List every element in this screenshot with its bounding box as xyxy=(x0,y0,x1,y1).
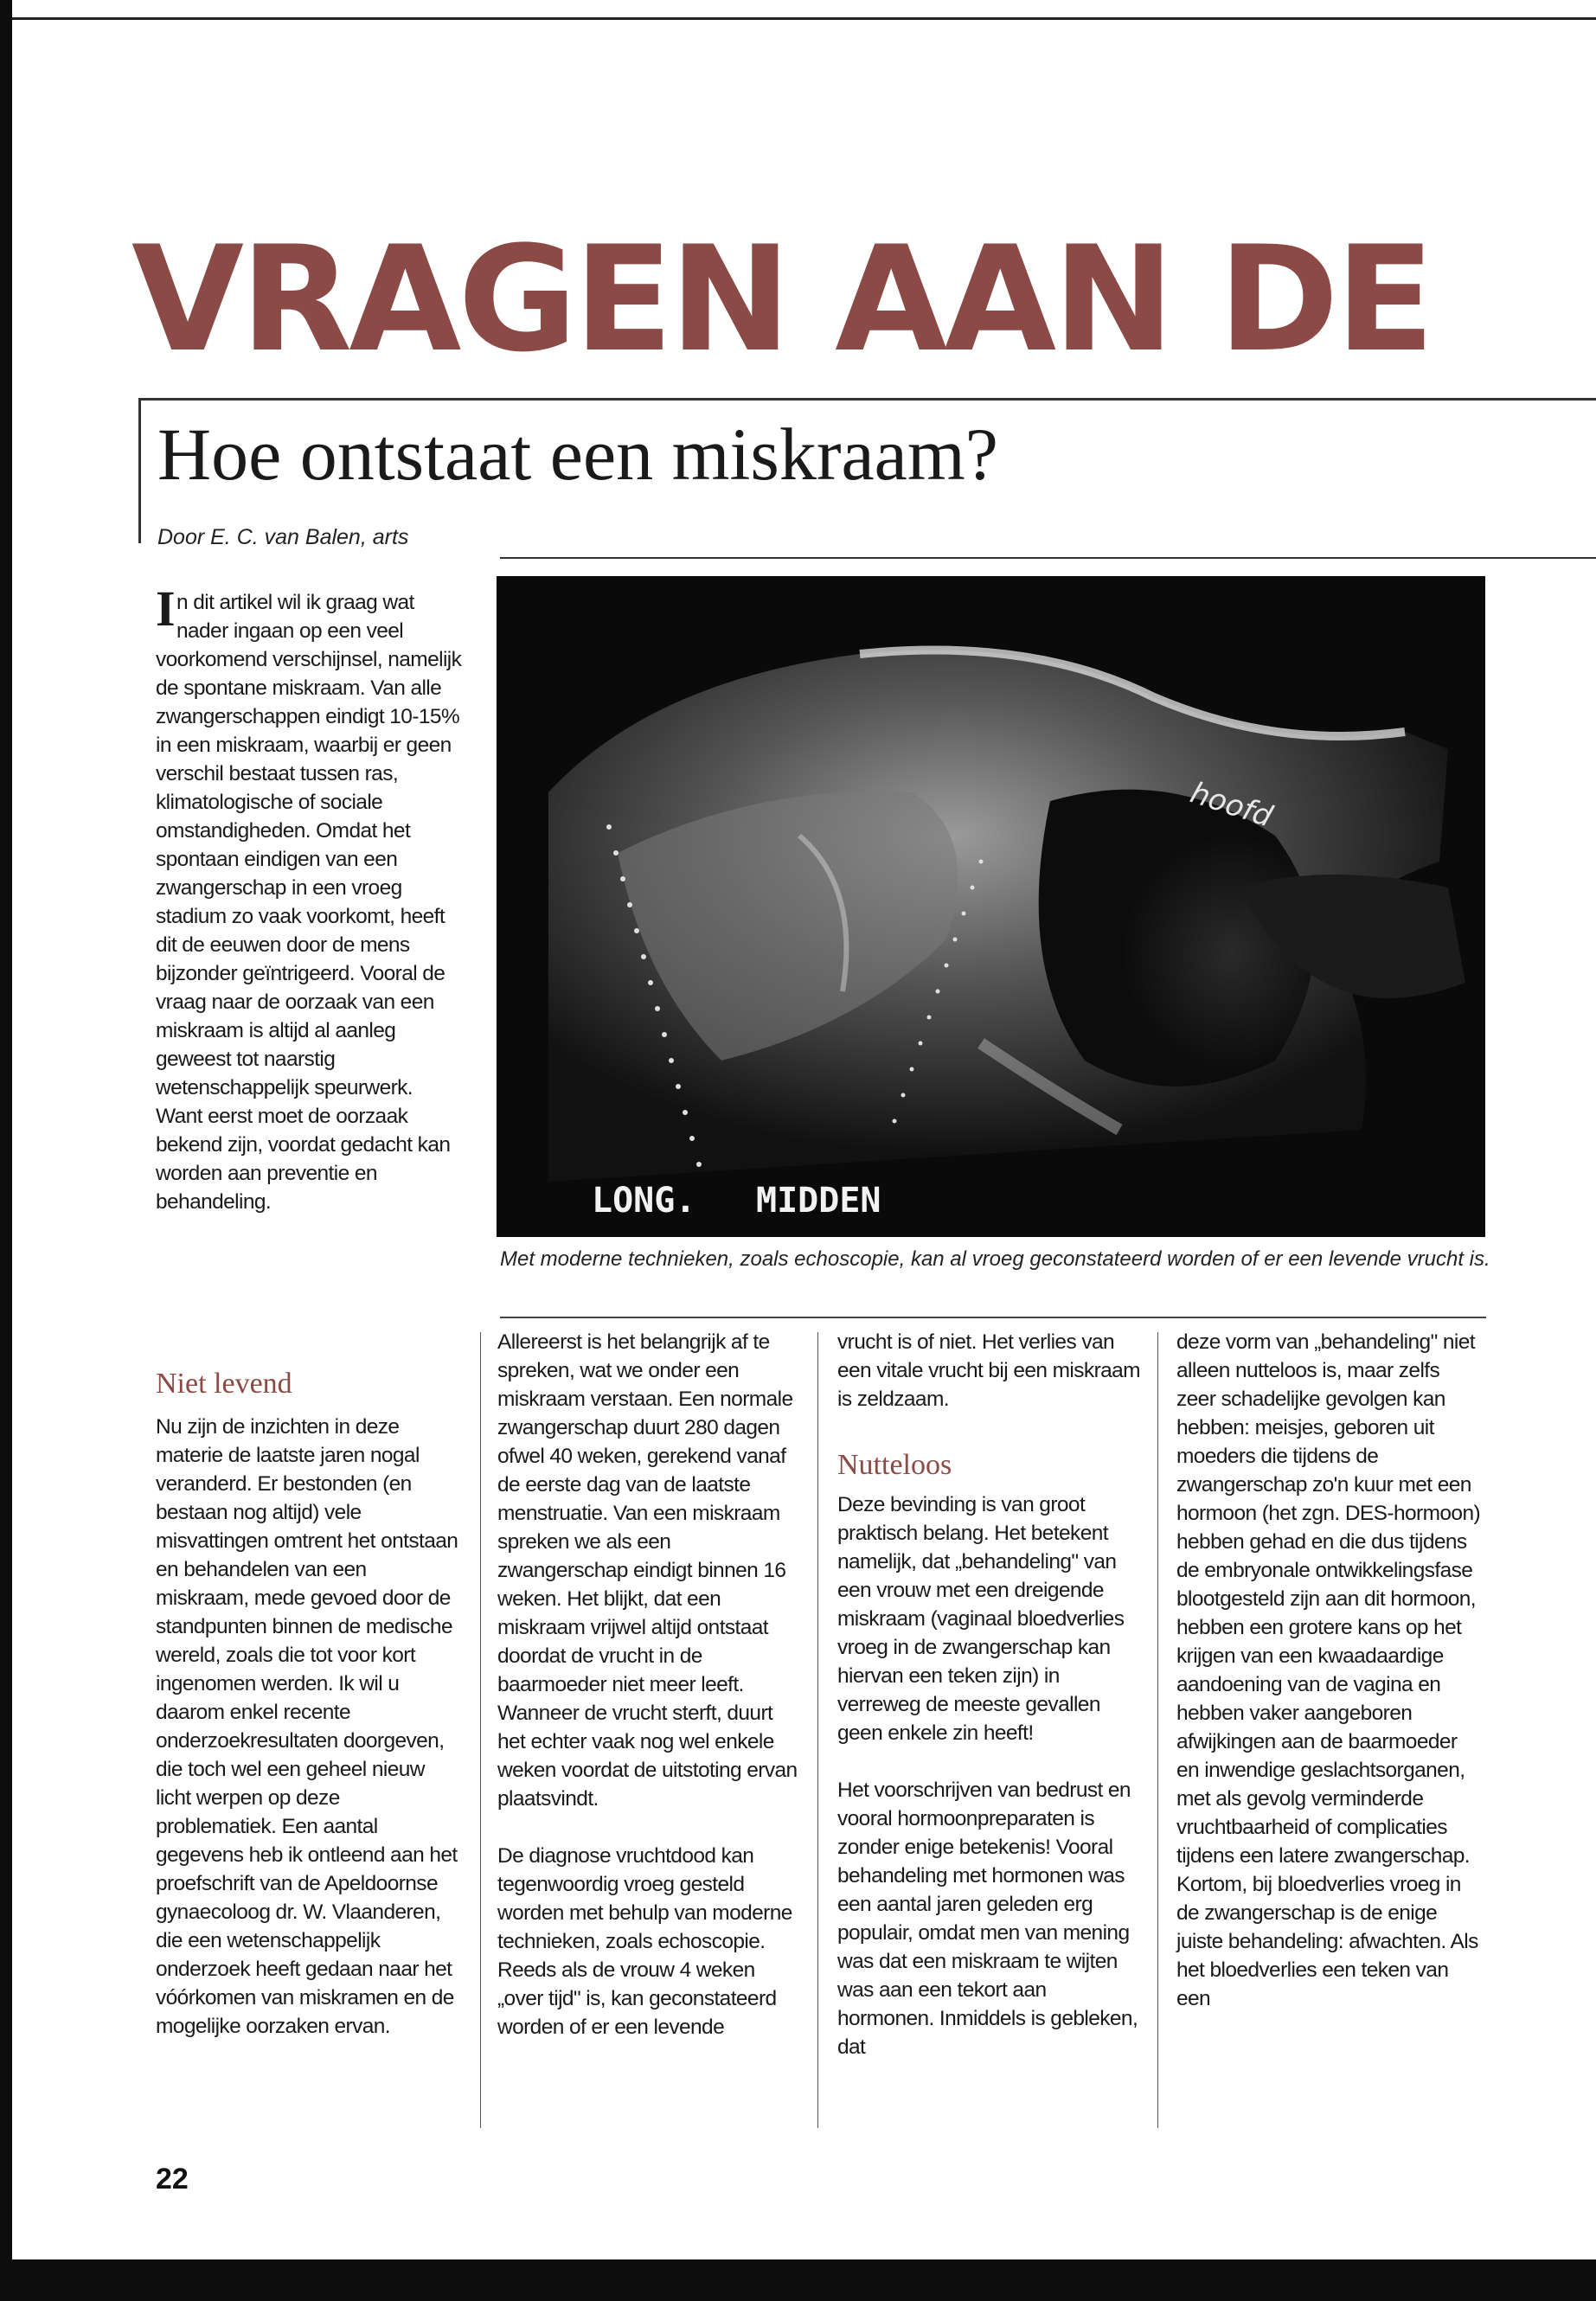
column-3 xyxy=(837,1328,1144,2061)
column-3-paragraph-2: Deze bevinding is van groot praktisch belang. Het betekent namelijk, dat „behandeling" van een vrouw met een dreigende miskraam (vaginaal bloedverlies vroeg in de zwangerschap kan hiervan een teken zijn) in verreweg de meeste gevallen geen enkele zin heeft! xyxy=(837,1492,1125,1745)
column-2 xyxy=(497,1328,804,2041)
heading-niet-levend: Niet levend xyxy=(156,1368,292,1400)
column-1 xyxy=(156,1367,463,2041)
title-rule-left xyxy=(138,398,141,543)
left-border xyxy=(0,0,12,2301)
title-rule xyxy=(138,398,1596,401)
column-3-paragraph-3: Het voorschrijven van bedrust en vooral hormoonpreparaten is zonder enige betekenis! Vooral behandeling met hormonen was een aantal jaren geleden erg populair, omdat men van mening was dat een miskraam te wijten was aan een tekort aan hormonen. Inmiddels is gebleken, dat xyxy=(837,1778,1138,2059)
column-4-text: deze vorm van „behandeling" niet alleen nutteloos is, maar zelfs zeer schadelijke gevolgen kan hebben: meisjes, geboren uit moeders die tijdens de zwangerschap zo'n kuur met een hormoon (het zgn. DES-hormoon) hebben gehad en die dus tijdens de embryonale ontwikkelingsfase blootgesteld zijn aan dit hormoon, hebben een grotere kans op het krijgen van een kwaadaardige aandoening van de vagina en hebben vaker aangeboren afwijkingen aan de baarmoeder en inwendige geslachtsorganen, met als gevolg verminderde vruchtbaarheid of complicaties tijdens een latere zwangerschap. Kortom, bij bloedverlies vroeg in de zwangerschap is de enige juiste behandeling: afwachten. Als het bloedverlies een teken van een xyxy=(1176,1330,1481,2010)
article-title: Hoe ontstaat een miskraam? xyxy=(157,413,998,496)
byline: Door E. C. van Balen, arts xyxy=(157,525,409,549)
top-rule xyxy=(12,17,1596,20)
drop-cap: I xyxy=(156,580,175,637)
section-title: VRAGEN AAN DE xyxy=(131,215,1432,384)
column-3-paragraph-1: vrucht is of niet. Het verlies van een vitale vrucht bij een miskraam is zeldzaam. xyxy=(837,1330,1140,1411)
caption-rule xyxy=(500,1317,1486,1318)
photo-label-right: MIDDEN xyxy=(756,1181,881,1221)
column-divider-2 xyxy=(817,1332,818,2128)
heading-nutteloos: Nutteloos xyxy=(837,1449,952,1481)
column-2-paragraph-1: Allereerst is het belangrijk af te spreken, wat we onder een miskraam verstaan. Een normale zwangerschap duurt 280 dagen ofwel 40 weken, gerekend vanaf de eerste dag van de laatste menstruatie. Van een miskraam spreken we als een zwangerschap eindigt binnen 16 weken. Het blijkt, dat een miskraam vrijwel altijd ontstaat doordat de vrucht in de baarmoeder niet meer leeft. Wanneer de vrucht sterft, duurt het echter vaak nog wel enkele weken voordat de uitstoting ervan plaatsvindt. xyxy=(497,1330,798,1811)
intro-paragraph xyxy=(156,580,463,1216)
ultrasound-image xyxy=(497,576,1485,1237)
column-divider-3 xyxy=(1157,1332,1158,2128)
column-1-text: Nu zijn de inzichten in deze materie de laatste jaren nogal veranderd. Er bestonden (en bestaan nog altijd) vele misvattingen omtrent het ontstaan en behandelen van een miskraam, mede gevoed door de standpunten binnen de medische wereld, zoals die tot voor kort ingenomen werden. Ik wil u daarom enkel recente onderzoekresultaten doorgeven, die toch wel een geheel nieuw licht werpen op deze problematiek. Een aantal gegevens heb ik ontleend aan het proefschrift van de Apeldoornse gynaecoloog dr. W. Vlaanderen, die een wetenschappelijk onderzoek heeft gedaan naar het vóórkomen van miskramen en de mogelijke oorzaken ervan. xyxy=(156,1414,458,2038)
ultrasound-photo xyxy=(497,576,1485,1237)
photo-caption: Met moderne technieken, zoals echoscopie, kan al vroeg geconstateerd worden of er een levende vrucht is. xyxy=(500,1247,1490,1271)
column-4 xyxy=(1176,1328,1484,2013)
bottom-border xyxy=(0,2259,1596,2301)
photo-label-left: LONG. xyxy=(592,1181,696,1221)
column-2-paragraph-2: De diagnose vruchtdood kan tegenwoordig vroeg gesteld worden met behulp van moderne technieken, zoals echoscopie. Reeds als de vrouw 4 weken „over tijd" is, kan geconstateerd worden of er een levende xyxy=(497,1844,792,2039)
photo-scribble: hoofd xyxy=(1186,775,1277,835)
intro-text: n dit artikel wil ik graag wat nader ingaan op een veel voorkomend verschijnsel, namelijk de spontane miskraam. Van alle zwangerschappen eindigt 10-15% in een miskraam, waarbij er geen verschil bestaat tussen ras, klimatologische of sociale omstandigheden. Omdat het spontaan eindigen van een zwangerschap in een vroeg stadium zo vaak voorkomt, heeft dit de eeuwen door de mens bijzonder geïntrigeerd. Vooral de vraag naar de oorzaak van een miskraam is altijd al aanleg geweest tot naarstig wetenschappelijk speurwerk. Want eerst moet de oorzaak bekend zijn, voordat gedacht kan worden aan preventie en behandeling. xyxy=(156,591,462,1214)
page-number: 22 xyxy=(156,2163,189,2195)
column-divider-1 xyxy=(480,1332,481,2128)
byline-rule xyxy=(500,557,1596,559)
